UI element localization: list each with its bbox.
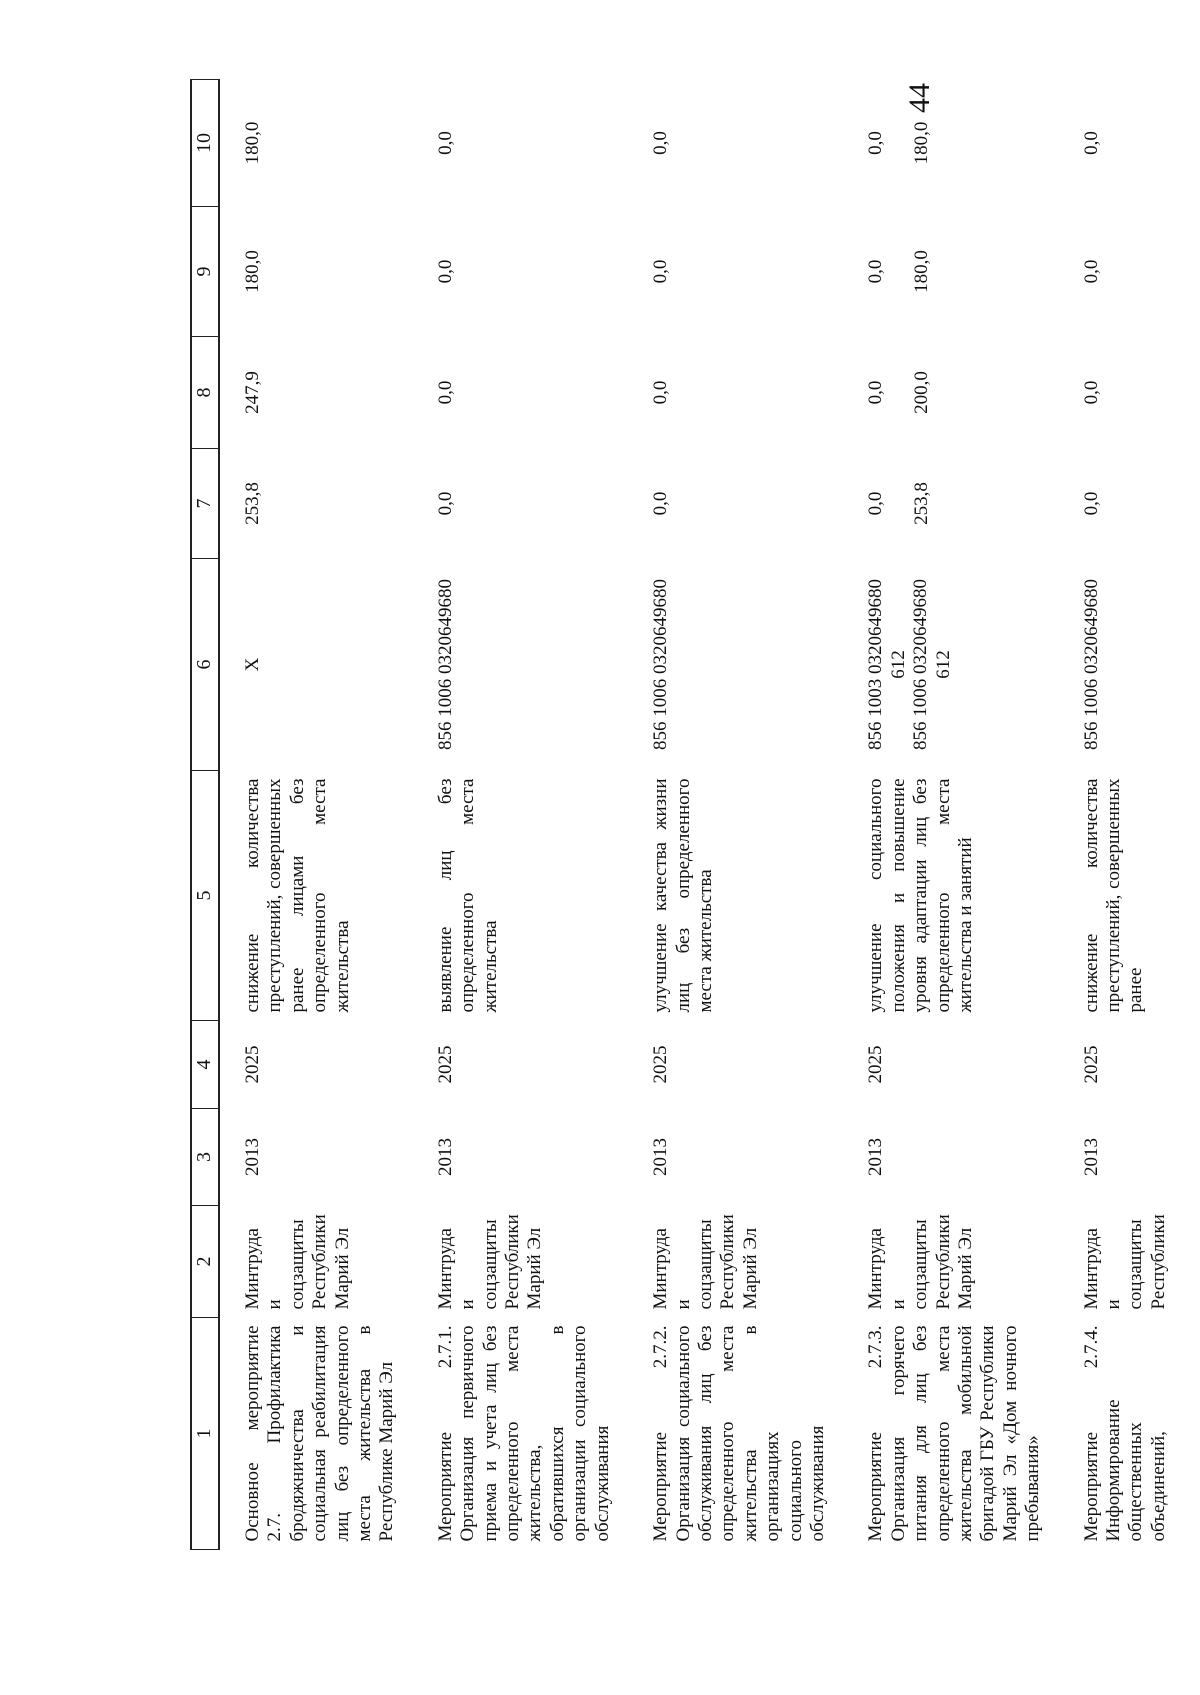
amount-cell-8 — [1059, 337, 1185, 449]
end-year-cell: 2025 — [242, 1045, 263, 1084]
amount-cell-10 — [1059, 80, 1185, 207]
amount-value: 180,0 — [910, 121, 932, 165]
start-year-cell: 2013 — [650, 1138, 672, 1176]
table-row — [1059, 80, 1185, 1550]
budget-code: 856 1006 0320649680 — [1080, 579, 1102, 750]
column-header-2: 2 — [191, 1206, 219, 1318]
amount-cell-10 — [843, 80, 1058, 207]
amount-value: 0,0 — [865, 491, 887, 516]
column-header-5: 5 — [191, 771, 219, 1021]
activity-name-cell: Мероприятие 2.7.3. Организация горячего питания для лиц без определенного места жительства мобильной бригадой ГБУ Республики Марий Эл «Дом ночного пребывания» — [865, 1325, 1044, 1542]
column-header-1: 1 — [191, 1318, 219, 1550]
column-header-9: 9 — [191, 207, 219, 337]
amount-value: 0,0 — [434, 131, 456, 155]
line-spacer — [888, 345, 911, 441]
program-table — [190, 79, 1184, 1550]
expense-type-code: 612 — [932, 650, 954, 679]
budget-code-cell — [1059, 559, 1185, 771]
expected-result-cell: снижение количества преступлений, совершенных ранее лицами без определенного места жительства — [242, 778, 353, 1013]
rotated-table-wrapper — [190, 80, 1169, 1550]
activity-name-cell: Основное мероприятие 2.7. Профилактика бродяжничества и социальная реабилитация лиц без определенного места жительства в Республике Марий Эл — [242, 1325, 398, 1542]
amount-value: 0,0 — [865, 380, 887, 405]
budget-code: 856 1006 0320649680 — [910, 579, 932, 750]
table-row — [628, 80, 843, 1550]
column-header-10: 10 — [191, 80, 219, 207]
amount-value: 0,0 — [865, 259, 887, 284]
end-year-cell: 2025 — [865, 1045, 887, 1084]
budget-code: 856 1006 0320649680 — [434, 579, 456, 750]
amount-cell-9 — [219, 207, 413, 337]
amount-cell-9 — [843, 207, 1058, 337]
column-header-3: 3 — [191, 1109, 219, 1206]
amount-value: 180,0 — [242, 250, 263, 293]
end-year-cell: 2025 — [650, 1045, 672, 1084]
amount-value: 0,0 — [865, 131, 887, 155]
end-year-cell: 2025 — [1080, 1045, 1102, 1084]
amount-cell-7 — [843, 449, 1058, 559]
amount-cell-8 — [413, 337, 628, 449]
activity-name-cell: Мероприятие 2.7.1. Организация первичного приема и учета лиц без определенного места жительства, обратившихся в организации социального обслуживания — [434, 1325, 613, 1542]
amount-cell-8 — [219, 337, 413, 449]
budget-code-cell — [843, 559, 1058, 771]
executor-cell: Минтруда и соцзащиты Республики Марий Эл — [650, 1214, 761, 1310]
line-spacer — [888, 457, 911, 551]
line-spacer — [888, 88, 911, 199]
amount-cell-7 — [1059, 449, 1185, 559]
expected-result-cell: выявление лиц без определенного места жительства — [434, 778, 501, 1013]
amount-value: 0,0 — [434, 491, 456, 516]
budget-code: X — [242, 657, 263, 672]
executor-cell: Минтруда и соцзащиты Республики Марий Эл — [865, 1214, 976, 1310]
amount-value: 200,0 — [910, 371, 932, 414]
start-year-cell: 2013 — [865, 1138, 887, 1176]
executor-cell: Минтруда и соцзащиты Республики Марий Эл — [242, 1214, 353, 1310]
start-year-cell: 2013 — [1080, 1138, 1102, 1176]
amount-cell-10 — [628, 80, 843, 207]
page-number: 44 — [903, 83, 936, 113]
header-row — [191, 80, 219, 1550]
amount-value: 0,0 — [650, 380, 672, 405]
start-year-cell: 2013 — [434, 1138, 456, 1176]
budget-code: 856 1003 0320649680 — [865, 579, 887, 750]
amount-value: 180,0 — [242, 121, 263, 165]
table-row — [413, 80, 628, 1550]
amount-cell-10 — [413, 80, 628, 207]
activity-name-cell: Мероприятие 2.7.4. Информирование общественных объединений, — [1080, 1325, 1169, 1542]
amount-cell-7 — [219, 449, 413, 559]
table-row — [843, 80, 1058, 1550]
amount-value: 0,0 — [1080, 380, 1102, 405]
amount-cell-7 — [628, 449, 843, 559]
column-header-4: 4 — [191, 1021, 219, 1109]
table-row — [219, 80, 413, 1550]
amount-value: 253,8 — [242, 482, 263, 525]
expected-result-cell: улучшение качества жизни лиц без определенного места жительства — [650, 778, 716, 1013]
amount-cell-9 — [628, 207, 843, 337]
activity-name-cell: Мероприятие 2.7.2. Организация социального обслуживания лиц без определенного места жительства в организациях социального обслуживания — [650, 1325, 828, 1542]
expense-type-code: 612 — [887, 650, 909, 679]
amount-value: 253,8 — [910, 482, 932, 525]
amount-cell-8 — [628, 337, 843, 449]
column-header-6: 6 — [191, 559, 219, 771]
amount-value: 0,0 — [434, 259, 456, 284]
amount-value: 180,0 — [910, 250, 932, 293]
amount-value: 0,0 — [1080, 259, 1102, 284]
column-header-8: 8 — [191, 337, 219, 449]
expected-result-cell: снижение количества преступлений, совершенных ранее — [1080, 778, 1147, 1013]
amount-value: 0,0 — [434, 380, 456, 405]
budget-code: 856 1006 0320649680 — [650, 579, 672, 750]
budget-code-cell — [219, 559, 413, 771]
amount-value: 0,0 — [650, 131, 672, 155]
table-body — [219, 80, 1184, 1550]
end-year-cell: 2025 — [434, 1045, 456, 1084]
amount-value: 0,0 — [650, 491, 672, 516]
executor-cell: Минтруда и соцзащиты Республики Марий Эл — [434, 1214, 546, 1310]
amount-cell-10 — [219, 80, 413, 207]
amount-value: 0,0 — [650, 259, 672, 284]
amount-cell-8 — [843, 337, 1058, 449]
start-year-cell: 2013 — [242, 1138, 263, 1176]
column-header-7: 7 — [191, 449, 219, 559]
amount-cell-7 — [413, 449, 628, 559]
line-spacer — [888, 215, 911, 329]
budget-code-cell — [413, 559, 628, 771]
amount-value: 0,0 — [1080, 131, 1102, 155]
amount-value: 247,9 — [242, 371, 263, 414]
amount-cell-9 — [413, 207, 628, 337]
amount-cell-9 — [1059, 207, 1185, 337]
executor-cell: Минтруда и соцзащиты Республики — [1080, 1214, 1169, 1310]
budget-code-cell — [628, 559, 843, 771]
amount-value: 0,0 — [1080, 491, 1102, 516]
expected-result-cell: улучшение социального положения и повышение уровня адаптации лиц без определенного места жительства и занятий — [865, 778, 976, 1013]
